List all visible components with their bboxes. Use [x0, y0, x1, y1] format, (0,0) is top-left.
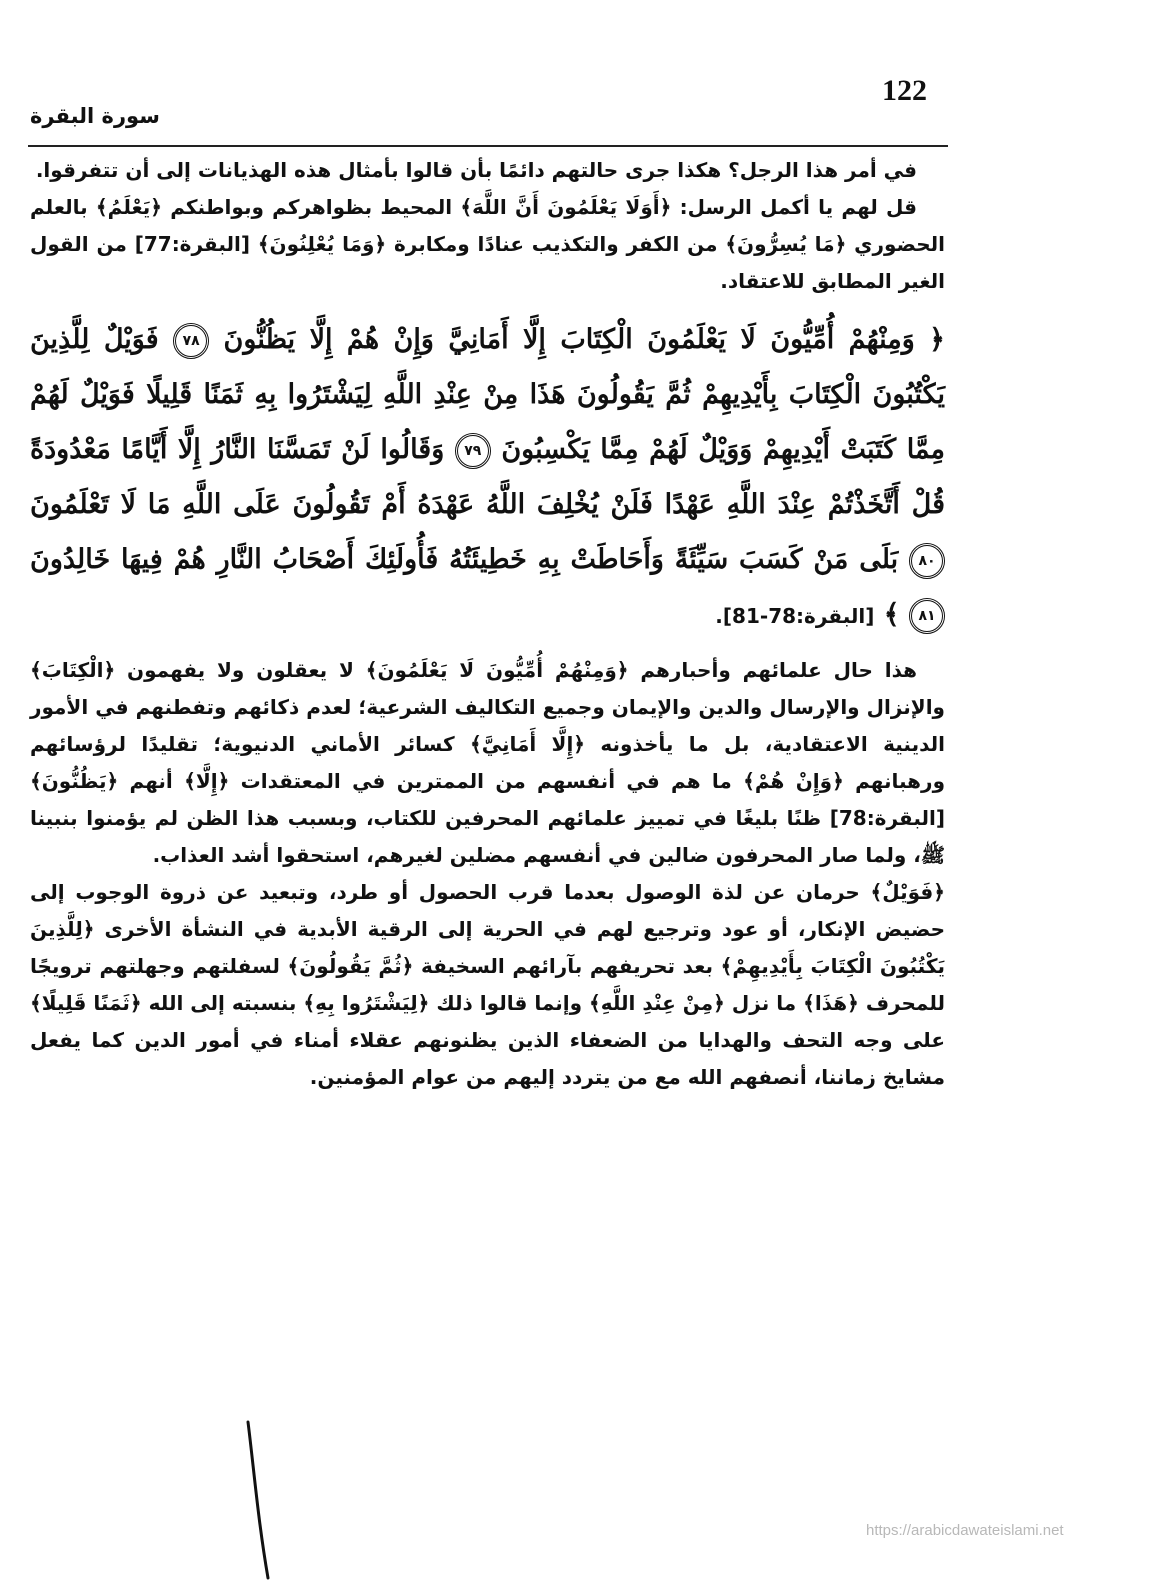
verse-reference: [البقرة:78-81].: [715, 604, 875, 628]
verse-segment: ﴿ وَمِنْهُمْ أُمِّيُّونَ لَا يَعْلَمُونَ الْكِتَابَ إِلَّا أَمَانِيَّ وَإِنْ هُمْ إِلَّا يَظُنُّونَ: [223, 324, 945, 355]
running-title: سورة البقرة: [30, 104, 160, 128]
paragraph-3: هذا حال علمائهم وأحبارهم ﴿وَمِنْهُمْ أُمِّيُّونَ لَا يَعْلَمُونَ﴾ لا يعقلون ولا يفهمون ﴿الْكِتَابَ﴾ والإنزال والإرسال والدين والإيمان وجميع التكاليف الشرعية؛ لعدم ذكائهم وتفطنهم في الأمور الدينية الاعتقادية، بل ما يأخذونه ﴿إِلَّا أَمَانِيَّ﴾ كسائر الأماني الدنيوية؛ تقليدًا لرؤسائهم ورهبانهم ﴿وَإِنْ هُمْ﴾ ما هم في أنفسهم من الممترين في المعتقدات ﴿إِلَّا﴾ أنهم ﴿يَظُنُّونَ﴾ [البقرة:78] ظنًا بليغًا في تمييز علمائهم المحرفين للكتاب، وبسبب هذا الظن لم يؤمنوا بنبينا ﷺ، ولما صار المحرفون ضالين في أنفسهم مضلين لغيرهم، استحقوا أشد العذاب.: [30, 658, 945, 867]
quran-verse-block: [30, 312, 945, 644]
paragraph-4: ﴿فَوَيْلٌ﴾ حرمان عن لذة الوصول بعدما قرب الحصول أو طرد، وتبعيد عن ذروة الوجوب إلى حضيض الإنكار، أو عود وترجيع لهم في الحرية إلى الرقية الأبدية في النشأة الأخرى ﴿لِلَّذِينَ يَكْتُبُونَ الْكِتَابَ بِأَيْدِيهِمْ﴾ بعد تحريفهم بآرائهم السخيفة ﴿ثُمَّ يَقُولُونَ﴾ لسفلتهم وجهلتهم ترويجًا للمحرف ﴿هَذَا﴾ ما نزل ﴿مِنْ عِنْدِ اللَّهِ﴾ وإنما قالوا ذلك ﴿لِيَشْتَرُوا بِهِ﴾ بنسبته إلى الله ﴿ثَمَنًا قَلِيلًا﴾ على وجه التحف والهدايا من الضعفاء الذين يظنونهم عقلاء أمناء في أمور الدين كما يفعل مشايخ زماننا، أنصفهم الله مع من يتردد إليهم من عوام المؤمنين.: [30, 880, 945, 1089]
verse-end-mark-79: ٧٩: [455, 433, 491, 469]
verse-end-mark-80: ٨٠: [909, 543, 945, 579]
paragraph-2: قل لهم يا أكمل الرسل: ﴿أَوَلَا يَعْلَمُونَ أَنَّ اللَّهَ﴾ المحيط بظواهركم وبواطنكم ﴿يَعْلَمُ﴾ بالعلم الحضوري ﴿مَا يُسِرُّونَ﴾ من الكفر والتكذيب عنادًا ومكابرة ﴿وَمَا يُعْلِنُونَ﴾ [البقرة:77] من القول الغير المطابق للاعتقاد.: [30, 195, 945, 293]
paragraph-1: في أمر هذا الرجل؟ هكذا جرى حالتهم دائمًا بأن قالوا بأمثال هذه الهذيانات إلى أن تتفرقوا.: [35, 158, 917, 182]
watermark-url: https://arabicdawateislami.net: [866, 1522, 1064, 1539]
verse-segment: بَلَى مَنْ كَسَبَ سَيِّئَةً وَأَحَاطَتْ بِهِ خَطِيئَتُهُ فَأُولَئِكَ أَصْحَابُ النَّارِ هُمْ فِيهَا خَالِدُونَ: [30, 544, 899, 575]
text-column: [30, 152, 945, 1096]
verse-end-mark-81: ٨١: [909, 598, 945, 634]
verse-end-mark-78: ٧٨: [173, 323, 209, 359]
page-number: 122: [882, 74, 927, 107]
pen-stroke-mark: [244, 1420, 274, 1580]
verse-segment: وَقَالُوا لَنْ تَمَسَّنَا النَّارُ إِلَّا أَيَّامًا مَعْدُودَةً قُلْ أَتَّخَذْتُمْ عِنْدَ اللَّهِ عَهْدًا فَلَنْ يُخْلِفَ اللَّهُ عَهْدَهُ أَمْ تَقُولُونَ عَلَى اللَّهِ مَا لَا تَعْلَمُونَ: [30, 434, 945, 520]
header-rule: [28, 145, 948, 147]
verse-segment: فَوَيْلٌ لِلَّذِينَ يَكْتُبُونَ الْكِتَابَ بِأَيْدِيهِمْ ثُمَّ يَقُولُونَ هَذَا مِنْ عِنْدِ اللَّهِ لِيَشْتَرُوا بِهِ ثَمَنًا قَلِيلًا فَوَيْلٌ لَهُمْ مِمَّا كَتَبَتْ أَيْدِيهِمْ وَوَيْلٌ لَهُمْ مِمَّا يَكْسِبُونَ: [30, 324, 945, 465]
verse-close-bracket: ﴾: [883, 599, 900, 630]
